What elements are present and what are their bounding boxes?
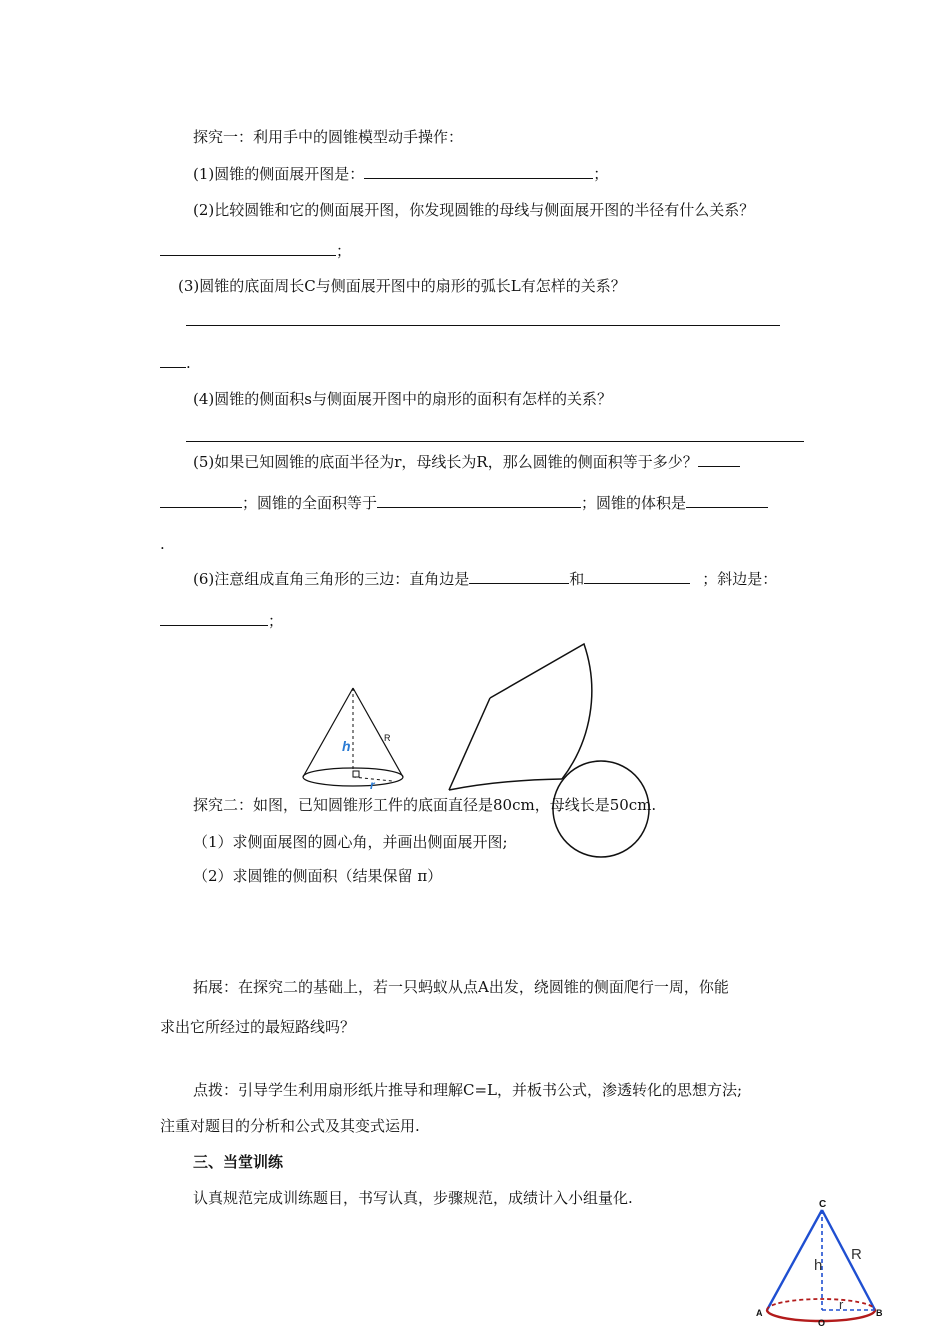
sector-arc	[490, 644, 592, 779]
answer-blank-1[interactable]	[364, 163, 593, 179]
extension-line-2: 求出它所经过的最短路线吗？	[160, 1018, 356, 1036]
unfolded-figure	[445, 640, 665, 860]
cone2-label-h: h	[814, 1257, 823, 1274]
answer-blank-6b[interactable]	[584, 568, 690, 584]
cone-left-edge	[303, 688, 353, 777]
question-6-hypotenuse: ；斜边是：	[702, 570, 778, 588]
question-3-end: .	[186, 354, 191, 372]
answer-blank-6c[interactable]	[160, 610, 268, 626]
question-5-volume: ；圆锥的体积是	[581, 494, 687, 512]
question-5-line2	[160, 492, 768, 513]
right-angle-mark	[353, 771, 359, 777]
question-1-text: (1)圆锥的侧面展开图是：	[193, 165, 365, 183]
cone-label-R: R	[384, 733, 391, 743]
tip-line-2: 注重对题目的分析和公式及其变式运用.	[160, 1117, 420, 1135]
question-6-end: ；	[268, 612, 284, 630]
cone-figure	[300, 685, 410, 790]
cone-right-edge	[353, 688, 403, 777]
cone2-label-r: r	[839, 1297, 844, 1312]
tip-line-1: 点拨：引导学生利用扇形纸片推导和理解C=L，并板书公式，渗透转化的思想方法;	[193, 1081, 743, 1099]
cone2-label-R: R	[851, 1246, 862, 1263]
question-5-total-area: ；圆锥的全面积等于	[242, 494, 378, 512]
explore2-question-2: （2）求圆锥的侧面积（结果保留 π）	[193, 867, 443, 885]
question-3: (3)圆锥的底面周长C与侧面展开图中的扇形的弧长L有怎样的关系？	[178, 277, 626, 295]
cone-figure-2	[755, 1196, 890, 1331]
answer-line-3a[interactable]	[186, 325, 780, 326]
question-5-end: .	[160, 535, 165, 553]
question-2: (2)比较圆锥和它的侧面展开图，你发现圆锥的母线与侧面展开图的半径有什么关系？	[193, 201, 755, 219]
question-2-suffix: ；	[336, 242, 352, 260]
answer-blank-2[interactable]	[160, 240, 336, 256]
cone2-label-A: A	[756, 1308, 763, 1318]
explore2-title: 探究二：如图，已知圆锥形工件的底面直径是80cm，母线长是50cm.	[193, 796, 657, 814]
cone2-label-C: C	[819, 1199, 827, 1210]
question-1-suffix: ；	[593, 165, 609, 183]
cone-label-h: h	[342, 738, 351, 754]
answer-blank-3b[interactable]	[160, 352, 186, 368]
answer-blank-5b[interactable]	[160, 492, 242, 508]
sector-bottom-arc	[449, 779, 562, 790]
question-1	[193, 163, 608, 184]
cone2-right-edge	[822, 1210, 875, 1310]
question-4: (4)圆锥的侧面积s与侧面展开图中的扇形的面积有怎样的关系？	[193, 390, 612, 408]
question-6-and: 和	[569, 570, 585, 588]
explore1-title: 探究一：利用手中的圆锥模型动手操作：	[193, 128, 464, 146]
explore2-question-1: （1）求侧面展图的圆心角，并画出侧面展开图;	[193, 833, 508, 851]
cone2-label-B: B	[876, 1308, 883, 1318]
question-5-text: (5)如果已知圆锥的底面半径为r，母线长为R，那么圆锥的侧面积等于多少？	[193, 453, 698, 471]
answer-blank-6a[interactable]	[469, 568, 569, 584]
answer-blank-5c[interactable]	[377, 492, 581, 508]
sector-radius-edge	[449, 698, 490, 790]
section-3-heading: 三、当堂训练	[193, 1153, 284, 1171]
question-3-answer	[160, 352, 191, 373]
extension-line-1: 拓展：在探究二的基础上，若一只蚂蚁从点A出发，绕圆锥的侧面爬行一周，你能	[193, 978, 729, 996]
question-2-answer	[160, 240, 351, 261]
cone-label-r: r	[370, 778, 375, 792]
cone2-base-back	[767, 1299, 875, 1310]
cone2-label-O: O	[818, 1318, 826, 1328]
question-6-line1	[193, 568, 777, 589]
answer-blank-5d[interactable]	[686, 492, 768, 508]
question-5-line1	[193, 451, 740, 472]
answer-blank-5a[interactable]	[698, 451, 740, 467]
section-3-text: 认真规范完成训练题目，书写认真，步骤规范，成绩计入小组量化.	[193, 1189, 633, 1207]
question-6-answer	[160, 610, 283, 631]
answer-line-4[interactable]	[186, 441, 804, 442]
question-6-text: (6)注意组成直角三角形的三边：直角边是	[193, 570, 470, 588]
